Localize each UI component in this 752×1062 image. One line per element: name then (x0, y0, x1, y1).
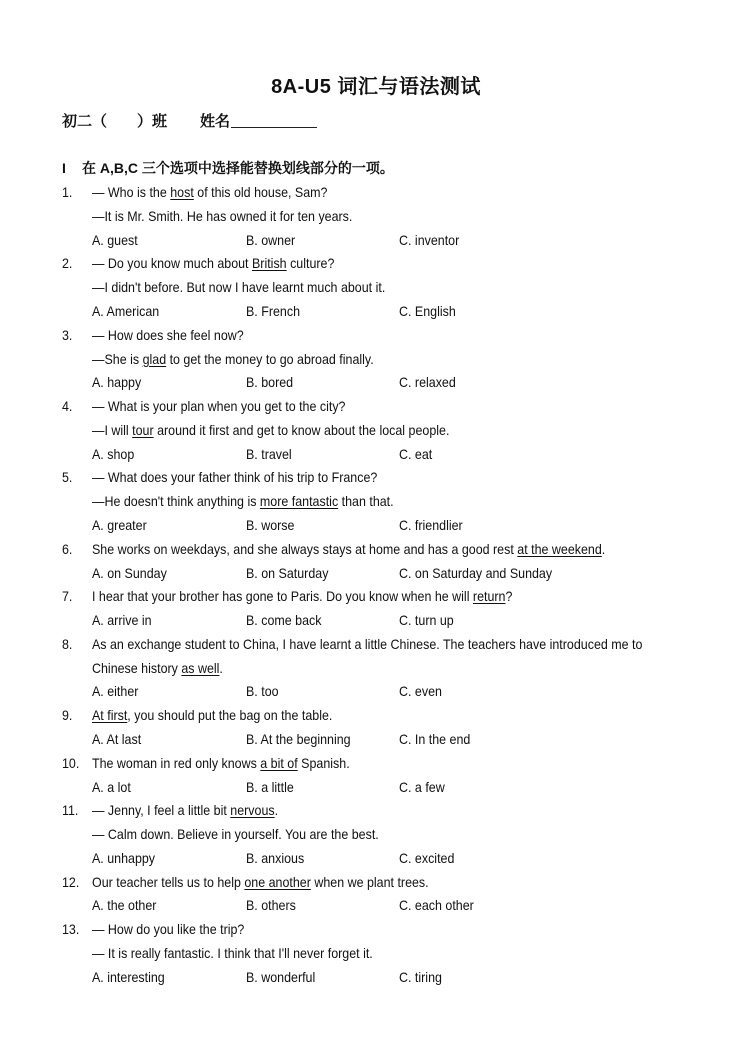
question-line (92, 181, 327, 205)
question-9 (0, 704, 752, 752)
option-b: B. worse (246, 516, 295, 533)
options-row (0, 443, 752, 467)
option-a: A. guest (92, 231, 138, 248)
question-line-row (0, 205, 752, 229)
name-label: 姓名 (200, 112, 231, 130)
options-row (0, 847, 752, 871)
text-segment: , you should put the bag on the table. (127, 707, 333, 724)
question-line: — Calm down. Believe in yourself. You are the best. (92, 826, 379, 843)
question-line-row (0, 181, 752, 205)
question-line (92, 490, 394, 514)
option-a: A. shop (92, 445, 135, 462)
option-c: C. English (399, 302, 456, 319)
question-line-row (0, 585, 752, 609)
option-a: A. either (92, 683, 139, 700)
section-number: I (62, 160, 66, 177)
section-instruction: 在 A,B,C 三个选项中选择能替换划线部分的一项。 (82, 160, 394, 177)
option-c: C. turn up (399, 612, 454, 629)
question-line (92, 752, 350, 776)
option-a: A. a lot (92, 778, 131, 795)
question-line (92, 799, 278, 823)
question-5 (0, 466, 752, 537)
text-segment: —She is (92, 350, 143, 367)
question-7 (0, 585, 752, 633)
question-3 (0, 324, 752, 395)
text-segment: culture? (286, 255, 335, 272)
text-segment: ? (505, 588, 513, 605)
question-line: As an exchange student to China, I have learnt a little Chinese. The teachers have introduced me to (92, 635, 643, 652)
paper-body (0, 110, 752, 990)
option-a: A. At last (92, 731, 142, 747)
question-line-row (0, 633, 752, 657)
text-segment: Spanish. (297, 754, 350, 771)
text-segment: of this old house, Sam? (193, 184, 328, 201)
underlined-phrase: at the weekend (517, 540, 602, 557)
question-line-row (0, 871, 752, 895)
question-line-row (0, 419, 752, 443)
question-line-row (0, 657, 752, 681)
question-8 (0, 633, 752, 704)
question-line: — It is really fantastic. I think that I'll never forget it. (92, 945, 373, 962)
option-c: C. on Saturday and Sunday (399, 564, 553, 581)
options-row (0, 609, 752, 633)
option-c: C. each other (399, 897, 474, 914)
question-number: 5. (62, 469, 73, 486)
option-a: A. American (92, 302, 160, 319)
option-b: B. bored (246, 374, 294, 391)
question-line-row (0, 490, 752, 514)
question-number: 8. (62, 635, 73, 652)
text-segment: — Do you know much about (92, 255, 252, 272)
question-line-row (0, 276, 752, 300)
question-line (92, 657, 223, 681)
text-segment: . (601, 540, 606, 557)
question-number: 3. (62, 326, 73, 343)
question-line: —It is Mr. Smith. He has owned it for ten years. (92, 207, 353, 224)
spacer-row (0, 133, 752, 157)
question-line-row (0, 348, 752, 372)
option-b: B. on Saturday (246, 564, 329, 581)
text-segment: —He doesn't think anything is (92, 493, 260, 510)
options-row (0, 514, 752, 538)
question-number: 9. (62, 707, 73, 724)
options-row (0, 776, 752, 800)
underlined-phrase: as well (181, 659, 220, 676)
name-blank-line (231, 127, 317, 128)
text-segment: around it first and get to know about the local people. (153, 421, 450, 438)
option-b: B. travel (246, 445, 292, 462)
text-segment: —I will (92, 421, 133, 438)
section-heading (0, 157, 752, 181)
options-row (0, 966, 752, 990)
question-6 (0, 538, 752, 586)
options-row (0, 229, 752, 253)
question-line-row (0, 252, 752, 276)
options-row (0, 680, 752, 704)
option-b: B. too (246, 683, 279, 700)
text-segment: . (274, 802, 279, 819)
option-c: C. friendlier (399, 516, 463, 533)
question-12 (0, 871, 752, 919)
question-line-row (0, 395, 752, 419)
question-number: 13. (62, 921, 80, 938)
question-number: 1. (62, 184, 73, 201)
question-line (92, 419, 449, 443)
option-b: B. At the beginning (246, 731, 351, 747)
text-segment: The woman in red only knows (92, 754, 261, 771)
option-c: C. relaxed (399, 374, 456, 391)
question-line-row (0, 799, 752, 823)
option-b: B. a little (246, 778, 294, 795)
question-line: — How do you like the trip? (92, 921, 245, 938)
question-line: — What is your plan when you get to the city? (92, 398, 346, 415)
question-line-row (0, 918, 752, 942)
underlined-phrase: more fantastic (259, 493, 339, 510)
text-segment: . (219, 659, 223, 676)
option-a: A. happy (92, 374, 142, 391)
options-row (0, 300, 752, 324)
question-line (92, 585, 512, 609)
text-segment: when we plant trees. (310, 873, 429, 890)
underlined-phrase: British (251, 255, 287, 272)
option-a: A. greater (92, 516, 147, 533)
option-b: B. French (246, 302, 301, 319)
option-c: C. even (399, 683, 442, 700)
underlined-phrase: return (472, 588, 506, 605)
text-segment: I hear that your brother has gone to Paris. Do you know when he will (92, 588, 473, 605)
question-line: — What does your father think of his trip to France? (92, 469, 378, 486)
option-c: C. In the end (399, 731, 471, 747)
question-number: 7. (62, 588, 73, 605)
page-title: 8A-U5 词汇与语法测试 (271, 76, 481, 98)
option-a: A. unhappy (92, 849, 156, 866)
question-number: 10. (62, 754, 80, 771)
option-a: A. interesting (92, 968, 165, 985)
question-number: 4. (62, 398, 73, 415)
options-row (0, 562, 752, 586)
question-line-row (0, 466, 752, 490)
option-b: B. anxious (246, 849, 305, 866)
option-c: C. excited (399, 849, 455, 866)
question-line (92, 252, 334, 276)
option-c: C. a few (399, 778, 445, 795)
question-4 (0, 395, 752, 466)
options-row (0, 728, 752, 752)
question-11 (0, 799, 752, 870)
underlined-phrase: a bit of (260, 754, 298, 771)
question-line (92, 704, 332, 728)
underlined-phrase: one another (244, 873, 311, 890)
text-segment: to get the money to go abroad finally. (166, 350, 374, 367)
option-b: B. owner (246, 231, 296, 248)
header-row (0, 110, 752, 134)
question-line (92, 538, 605, 562)
question-1 (0, 181, 752, 252)
option-c: C. inventor (399, 231, 460, 248)
option-b: B. wonderful (246, 968, 316, 985)
option-a: A. the other (92, 897, 157, 914)
question-line (92, 871, 429, 895)
question-line-row (0, 704, 752, 728)
question-line-row (0, 752, 752, 776)
options-row (0, 894, 752, 918)
option-c: C. tiring (399, 968, 442, 985)
question-line-row (0, 324, 752, 348)
question-line-row (0, 538, 752, 562)
text-segment: — Who is the (92, 184, 171, 201)
text-segment: She works on weekdays, and she always stays at home and has a good rest (92, 540, 518, 557)
class-label: 初二（ ）班 (62, 112, 168, 130)
question-line: —I didn't before. But now I have learnt much about it. (92, 279, 386, 296)
underlined-phrase: host (170, 184, 194, 201)
text-segment: Chinese history (92, 659, 182, 676)
question-number: 11. (62, 802, 79, 819)
question-line-row (0, 823, 752, 847)
text-segment: than that. (338, 493, 394, 510)
question-number: 6. (62, 540, 73, 557)
text-segment: Our teacher tells us to help (92, 873, 245, 890)
question-line (92, 348, 374, 372)
question-line-row (0, 942, 752, 966)
question-number: 12. (62, 873, 80, 890)
underlined-phrase: glad (142, 350, 167, 367)
question-10 (0, 752, 752, 800)
options-row (0, 371, 752, 395)
option-a: A. on Sunday (92, 564, 167, 581)
question-line: — How does she feel now? (92, 326, 244, 343)
question-number: 2. (62, 255, 73, 272)
option-b: B. others (246, 897, 296, 914)
option-b: B. come back (246, 612, 322, 629)
underlined-phrase: nervous (230, 802, 275, 819)
underlined-phrase: At first (92, 707, 128, 724)
underlined-phrase: tour (132, 421, 154, 438)
question-2 (0, 252, 752, 323)
option-a: A. arrive in (92, 612, 152, 629)
text-segment: — Jenny, I feel a little bit (92, 802, 231, 819)
option-c: C. eat (399, 445, 433, 462)
question-13 (0, 918, 752, 989)
